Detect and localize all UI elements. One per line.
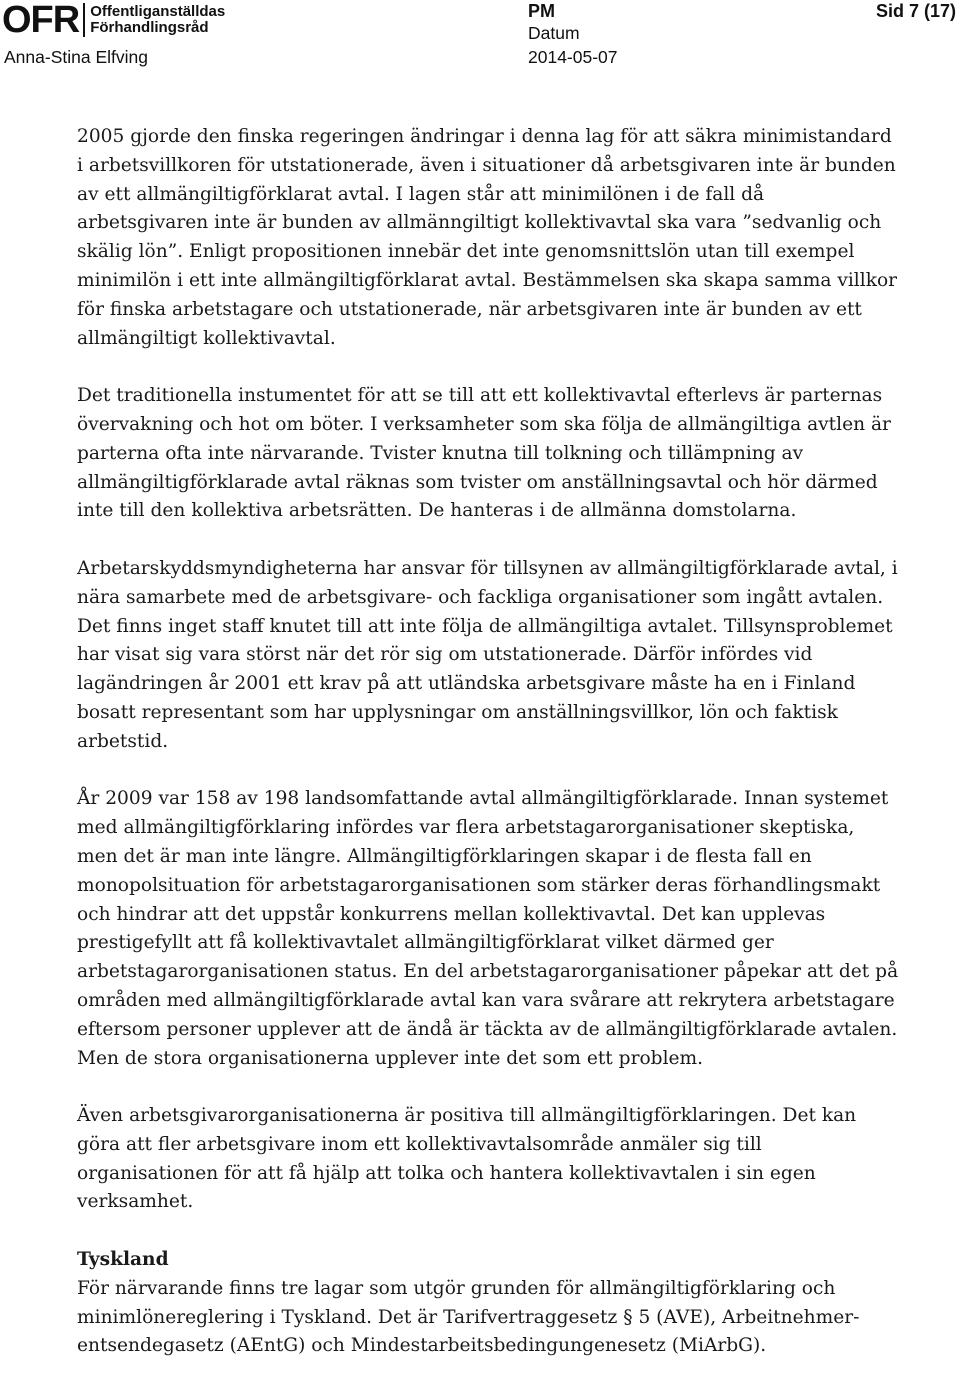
ofr-logo [2, 0, 226, 41]
logo-divider [83, 3, 85, 37]
document-body [77, 123, 899, 1390]
body-paragraph: Arbetarskyddsmyndigheterna har ansvar för tillsynen av allmängiltigförklarade avtal, i nära samarbete med de arbetsgivare- och fackliga organisationer som ingått avtalen. Det finns inget staff knutet till att inte följa de allmängiltiga avtalet. Tillsynsproblemet har visat sig vara störst när det rör sig om utstationerade. Därför infördes vid lagändringen år 2001 ett krav på att utländska arbetsgivare måste ha en i Finland bosatt representant som har upplysningar om anställningsvillkor, lön och faktisk arbetstid. [77, 557, 898, 752]
document-type: PM [528, 1, 555, 21]
body-paragraph: För närvarande finns tre lagar som utgör grunden för allmängiltigförklaring och minimlönereglering i Tyskland. Det är Tarifvertraggesetz § 5 (AVE), Arbeitnehmerentsendegasetz (AEntG) och Mindestarbeitsbedingungenesetz (MiArbG). [77, 1277, 860, 1357]
body-paragraph: Det traditionella instumentet för att se till att ett kollektivavtal efterlevs är parternas övervakning och hot om böter. I verksamheter som ska följa de allmängiltiga avtlen är parterna ofta inte närvarande. Tvister knutna till tolkning och tillämpning av allmängiltigförklarade avtal räknas som tvister om anställningsavtal och hör därmed inte till den kollektiva arbetsrätten. De hanteras i de allmänna domstolarna. [77, 385, 891, 522]
body-paragraph: 2005 gjorde den finska regeringen ändringar i denna lag för att säkra minimistandard i arbetsvillkoren för utstationerade, även i situationer då arbetsgivaren inte är bunden av ett allmängiltigförklarat avtal. I lagen står att minimilönen i de fall då arbetsgivaren inte är bunden av allmänngiltigt kollektivavtal ska vara ”sedvanlig och skälig lön”. Enligt propositionen innebär det inte genomsnittslön utan till exempel minimilön i ett inte allmängiltigförklarat avtal. Bestämmelsen ska skapa samma villkor för finska arbetstagare och utstationerade, när arbetsgivaren inte är bunden av ett allmängiltigt kollektivavtal. [77, 126, 898, 349]
body-paragraph: Även arbetsgivarorganisationerna är positiva till allmängiltigförklaringen. Det kan göra att fler arbetsgivare inom ett kollektivavtalsområde anmäler sig till organisationen för att få hjälp att tolka och hantera kollektivavtalen i sin egen verksamhet. [77, 1105, 857, 1213]
logo-name-line1: Offentliganställdas [90, 3, 226, 20]
logo-organisation-name [90, 4, 225, 36]
page-number: Sid 7 (17) [875, 1, 956, 21]
author-name: Anna-Stina Elfving [4, 47, 148, 67]
logo-name-line2: Förhandlingsråd [90, 19, 209, 36]
date-value: 2014-05-07 [528, 47, 618, 67]
date-label: Datum [528, 23, 580, 43]
section-heading: Tyskland [77, 1249, 169, 1271]
document-header [0, 0, 960, 72]
body-paragraph: År 2009 var 158 av 198 landsomfattande avtal allmängiltigförklarade. Innan systemet med allmängiltigförklaring infördes var flera arbetstagarorganisationer skeptiska, men det är man inte längre. Allmängiltigförklaringen skapar i de flesta fall en monopolsituation för arbetstagarorganisationen som stärker deras förhandlingsmakt och hindrar att det uppstår konkurrens mellan kollektivavtal. Det kan upplevas prestigefyllt att få kollektivavtalet allmängiltigförklarat vilket därmed ger arbetstagarorganisationen status. En del arbetstagarorganisationer påpekar att det på områden med allmängiltigförklarade avtal kan vara svårare att rekrytera arbetstagare eftersom personer upplever att de ändå är täckta av de allmängiltigförklarade avtalen. Men de stora organisationerna upplever inte det som ett problem. [77, 788, 899, 1069]
logo-abbreviation: OFR [2, 0, 80, 41]
